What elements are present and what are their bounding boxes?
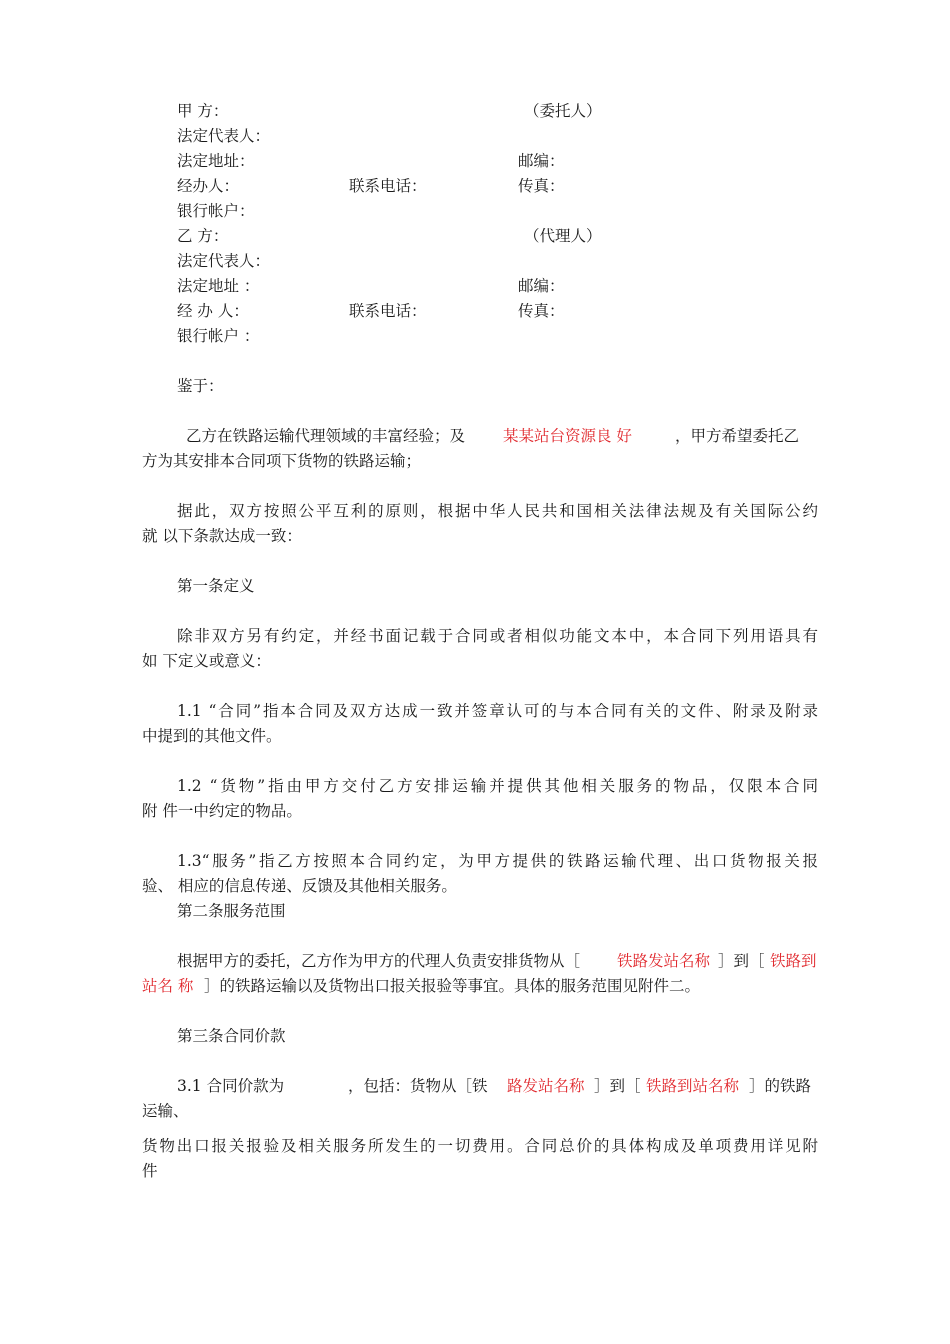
party-b-address-label: 法定地址 ： (177, 277, 260, 295)
recital-2-line-1: 据此，双方按照公平互利的原则，根据中华人民共和国相关法律法规及有关国际公约 (177, 502, 818, 520)
party-a-address-label: 法定地址： (177, 152, 255, 170)
recital-1-part-b: ，甲方希望委托乙 (675, 427, 800, 445)
clause-3-1-part-b: ，包括：货物从［铁 (348, 1077, 488, 1095)
recital-1-line-2: 方为其安排本合同项下货物的铁路运输； (142, 452, 422, 470)
clause-3-1-part-d: ］的铁路 (749, 1077, 812, 1095)
party-b-role: （代理人） (524, 227, 602, 245)
clause-1-1-line-2: 中提到的其他文件。 (142, 727, 282, 745)
party-b-postcode-label: 邮编： (518, 277, 565, 295)
article-2-origin-station: 铁路发站名称 (617, 952, 711, 970)
article-1-intro-line-2: 如 下定义或意义： (142, 652, 271, 670)
clause-3-1-line-2: 运输、 (142, 1102, 189, 1120)
whereas-heading: 鉴于： (177, 377, 224, 395)
article-1-intro-line-1: 除非双方另有约定，并经书面记载于合同或者相似功能文本中，本合同下列用语具有 (177, 627, 818, 645)
party-a-role: （委托人） (524, 102, 602, 120)
article-2-line-2: ］的铁路运输以及货物出口报关报验等事宜。具体的服务范围见附件二。 (204, 977, 701, 995)
clause-3-1-dest-station: 铁路到站名称 (646, 1077, 740, 1095)
party-a-bank-label: 银行帐户： (177, 202, 255, 220)
clause-3-1-origin-station: 路发站名称 (507, 1077, 585, 1095)
party-b-phone-label: 联系电话： (349, 302, 427, 320)
party-a-name-label: 甲 方： (177, 102, 229, 120)
clause-3-1-part-c: ］到［ (594, 1077, 641, 1095)
party-b-fax-label: 传真： (518, 302, 565, 320)
clause-1-2-line-2: 附 件一中约定的物品。 (142, 802, 302, 820)
clause-1-1-line-1: 1.1 “合同”指本合同及双方达成一致并签章认可的与本合同有关的文件、附录及附录 (177, 702, 818, 720)
party-a-fax-label: 传真： (518, 177, 565, 195)
clause-3-1-part-a: 3.1 合同价款为 (177, 1077, 285, 1095)
clause-1-3-line-1: 1.3“服务”指乙方按照本合同约定，为甲方提供的铁路运输代理、出口货物报关报 (177, 852, 818, 870)
recital-1-highlight: 某某站台资源良 好 (503, 427, 632, 445)
article-2-dest-station-end: 站名 称 (142, 977, 194, 995)
party-b-bank-label: 银行帐户 ： (177, 327, 260, 345)
party-a-phone-label: 联系电话： (349, 177, 427, 195)
article-2-dest-station-start: 铁路到 (770, 952, 817, 970)
clause-3-1-line-3: 货物出口报关报验及相关服务所发生的一切费用。合同总价的具体构成及单项费用详见附 (142, 1137, 818, 1155)
article-2-line-1-part-a: 根据甲方的委托，乙方作为甲方的代理人负责安排货物从［ (177, 952, 581, 970)
clause-1-3-line-2: 验、 相应的信息传递、反馈及其他相关服务。 (142, 877, 457, 895)
party-a-rep-label: 法定代表人： (177, 127, 271, 145)
party-a-handler-label: 经办人： (177, 177, 240, 195)
party-b-handler-label: 经 办 人： (177, 302, 249, 320)
recital-2-line-2: 就 以下条款达成一致： (142, 527, 302, 545)
article-1-title: 第一条定义 (177, 577, 255, 595)
clause-1-2-line-1: 1.2 “货物”指由甲方交付乙方安排运输并提供其他相关服务的物品，仅限本合同 (177, 777, 818, 795)
article-2-line-1-part-b: ］到［ (718, 952, 765, 970)
recital-1-part-a: 乙方在铁路运输代理领域的丰富经验；及 (186, 427, 466, 445)
party-b-rep-label: 法定代表人： (177, 252, 271, 270)
article-3-title: 第三条合同价款 (177, 1027, 286, 1045)
clause-3-1-line-4: 件 (142, 1162, 158, 1180)
party-a-postcode-label: 邮编： (518, 152, 565, 170)
party-b-name-label: 乙 方： (177, 227, 229, 245)
article-2-title: 第二条服务范围 (177, 902, 286, 920)
